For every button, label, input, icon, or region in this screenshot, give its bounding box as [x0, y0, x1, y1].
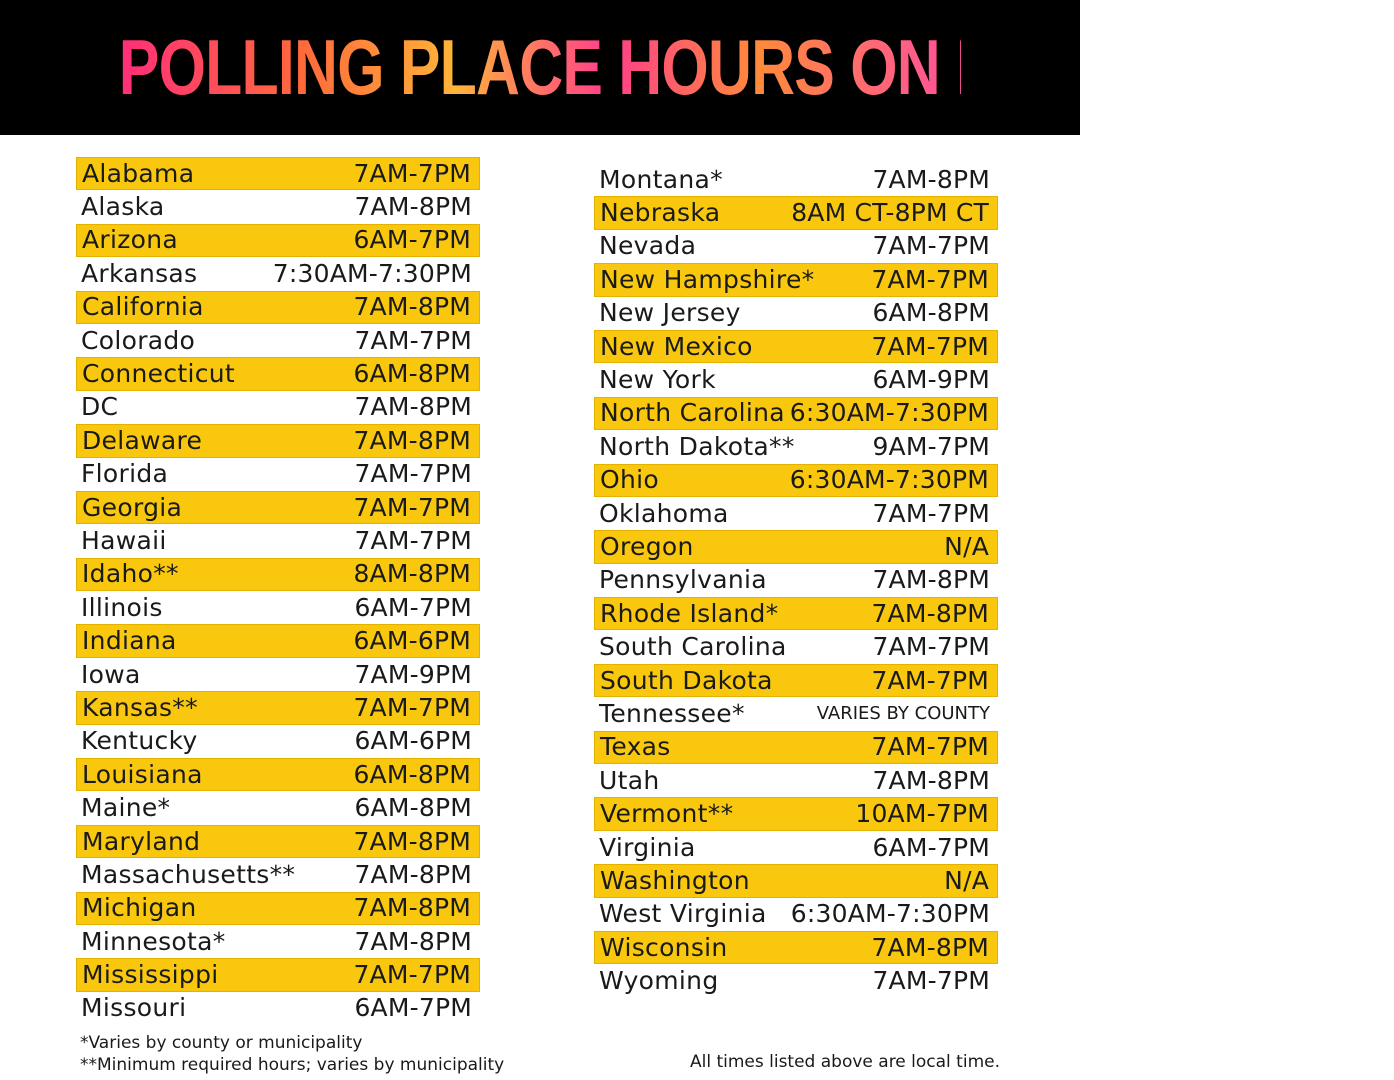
state-name: West Virginia — [599, 899, 767, 929]
state-row — [594, 497, 998, 530]
poll-hours: 7AM-7PM — [871, 331, 989, 361]
state-row — [76, 624, 480, 657]
state-row — [594, 297, 998, 330]
state-name: New Hampshire* — [600, 264, 815, 294]
poll-hours: 7AM-7PM — [871, 732, 989, 762]
poll-hours: 7AM-8PM — [354, 192, 472, 222]
poll-hours: 7:30AM-7:30PM — [272, 258, 472, 288]
poll-hours: 7AM-8PM — [872, 164, 990, 194]
state-name: Nebraska — [600, 198, 721, 228]
poll-hours: 6AM-7PM — [872, 832, 990, 862]
poll-hours: 7AM-7PM — [354, 325, 472, 355]
state-row — [76, 958, 480, 991]
state-row — [76, 357, 480, 390]
poll-hours: 6AM-8PM — [353, 759, 471, 789]
state-row — [76, 691, 480, 724]
poll-hours: 8AM-8PM — [353, 559, 471, 589]
footnote-single-asterisk: *Varies by county or municipality — [80, 1033, 363, 1053]
state-row — [594, 964, 998, 997]
poll-hours: 7AM-8PM — [354, 926, 472, 956]
state-row — [76, 458, 480, 491]
state-name: Alaska — [81, 192, 165, 222]
state-row — [594, 397, 998, 430]
state-row — [76, 424, 480, 457]
header-banner — [0, 0, 1394, 135]
poll-hours: 8AM CT-8PM CT — [791, 198, 989, 228]
state-row — [594, 564, 998, 597]
state-row — [594, 931, 998, 964]
state-row — [594, 731, 998, 764]
poll-hours: 7AM-8PM — [353, 425, 471, 455]
states-column-right — [594, 163, 998, 998]
state-name: Arkansas — [81, 258, 198, 288]
state-name: Massachusetts** — [81, 859, 296, 889]
poll-hours: 6AM-7PM — [353, 225, 471, 255]
poll-hours: 7AM-7PM — [871, 665, 989, 695]
state-row — [76, 157, 480, 190]
poll-hours: 7AM-8PM — [872, 765, 990, 795]
poll-hours: 7AM-8PM — [872, 565, 990, 595]
state-name: Ohio — [600, 465, 659, 495]
state-row — [594, 831, 998, 864]
state-name: North Carolina — [600, 398, 785, 428]
poll-hours: 7AM-7PM — [871, 264, 989, 294]
poll-hours: 7AM-7PM — [872, 231, 990, 261]
state-name: Idaho** — [82, 559, 179, 589]
page-title: POLLING PLACE HOURS ON ELECTION DAY — [118, 23, 1394, 111]
poll-hours: 7AM-8PM — [353, 826, 471, 856]
state-row — [594, 864, 998, 897]
poll-hours: 7AM-7PM — [872, 966, 990, 996]
state-name: Connecticut — [82, 359, 236, 389]
state-name: Minnesota* — [81, 926, 226, 956]
state-row — [76, 725, 480, 758]
state-row — [594, 263, 998, 296]
state-row — [76, 524, 480, 557]
state-name: Oklahoma — [599, 498, 729, 528]
poll-hours: 6AM-8PM — [872, 298, 990, 328]
state-row — [76, 257, 480, 290]
poll-hours: 7AM-8PM — [871, 932, 989, 962]
poll-hours: 7AM-7PM — [353, 492, 471, 522]
state-name: New Mexico — [600, 331, 753, 361]
state-row — [594, 330, 998, 363]
state-name: Oregon — [600, 531, 694, 561]
state-row — [76, 190, 480, 223]
poll-hours: N/A — [944, 865, 989, 895]
state-name: Hawaii — [81, 525, 167, 555]
state-name: Iowa — [81, 659, 141, 689]
local-time-note: All times listed above are local time. — [689, 1052, 1000, 1072]
state-row — [76, 491, 480, 524]
state-row — [76, 658, 480, 691]
poll-hours: 6:30AM-7:30PM — [789, 398, 989, 428]
states-column-left — [76, 157, 480, 1025]
poll-hours: 7AM-7PM — [872, 632, 990, 662]
state-name: Montana* — [599, 164, 723, 194]
state-row — [76, 391, 480, 424]
state-name: California — [82, 292, 204, 322]
state-name: Wisconsin — [600, 932, 728, 962]
state-row — [594, 363, 998, 396]
state-row — [76, 825, 480, 858]
footnote-double-asterisk: **Minimum required hours; varies by municipality — [80, 1055, 505, 1075]
state-name: Arizona — [82, 225, 179, 255]
state-name: Wyoming — [599, 966, 719, 996]
state-row — [594, 630, 998, 663]
state-row — [594, 898, 998, 931]
state-row — [594, 430, 998, 463]
poll-hours: VARIES BY COUNTY — [816, 702, 990, 724]
poll-hours: 6AM-6PM — [353, 626, 471, 656]
state-row — [594, 530, 998, 563]
state-row — [594, 797, 998, 830]
state-name: Utah — [599, 765, 660, 795]
state-name: Tennessee* — [599, 698, 745, 728]
state-name: Missouri — [81, 993, 187, 1023]
poll-hours: 6AM-6PM — [354, 726, 472, 756]
poll-hours: 7AM-9PM — [354, 659, 472, 689]
state-row — [594, 764, 998, 797]
poll-hours: 7AM-8PM — [871, 598, 989, 628]
poll-hours: 7AM-7PM — [353, 960, 471, 990]
state-name: Washington — [600, 865, 750, 895]
state-row — [76, 558, 480, 591]
state-name: Mississippi — [82, 960, 219, 990]
footnotes — [80, 1032, 504, 1076]
state-row — [594, 464, 998, 497]
state-name: Nevada — [599, 231, 697, 261]
state-name: Maryland — [82, 826, 201, 856]
state-row — [76, 758, 480, 791]
state-name: Louisiana — [82, 759, 203, 789]
state-name: Kentucky — [81, 726, 198, 756]
poll-hours: 7AM-8PM — [354, 859, 472, 889]
poll-hours: 7AM-7PM — [354, 525, 472, 555]
state-name: Pennsylvania — [599, 565, 767, 595]
state-name: Indiana — [82, 626, 177, 656]
state-name: Illinois — [81, 592, 163, 622]
state-name: Georgia — [82, 492, 183, 522]
poll-hours: 6:30AM-7:30PM — [790, 899, 990, 929]
state-name: New York — [599, 365, 716, 395]
poll-hours: 7AM-8PM — [354, 392, 472, 422]
poll-hours: 7AM-8PM — [353, 292, 471, 322]
state-name: South Dakota — [600, 665, 773, 695]
state-row — [76, 992, 480, 1025]
state-name: Florida — [81, 459, 169, 489]
state-row — [76, 291, 480, 324]
poll-hours: 6AM-7PM — [354, 993, 472, 1023]
poll-hours: 6AM-8PM — [354, 793, 472, 823]
poll-hours: 6AM-8PM — [353, 359, 471, 389]
state-row — [594, 163, 998, 196]
state-name: Maine* — [81, 793, 171, 823]
state-name: Alabama — [82, 158, 195, 188]
state-name: Virginia — [599, 832, 696, 862]
poll-hours: 6:30AM-7:30PM — [789, 465, 989, 495]
state-name: North Dakota** — [599, 431, 795, 461]
state-name: Rhode Island* — [600, 598, 779, 628]
state-row — [76, 925, 480, 958]
state-name: Vermont** — [600, 799, 734, 829]
state-name: Colorado — [81, 325, 196, 355]
state-name: Michigan — [82, 893, 197, 923]
state-row — [76, 858, 480, 891]
state-row — [594, 196, 998, 229]
state-row — [594, 597, 998, 630]
poll-hours: N/A — [944, 531, 989, 561]
poll-hours: 6AM-9PM — [872, 365, 990, 395]
state-name: South Carolina — [599, 632, 787, 662]
state-row — [594, 664, 998, 697]
state-name: Delaware — [82, 425, 203, 455]
poll-hours: 7AM-7PM — [353, 158, 471, 188]
state-name: Kansas** — [82, 692, 198, 722]
state-row — [76, 791, 480, 824]
state-row — [76, 591, 480, 624]
state-row — [594, 230, 998, 263]
poll-hours: 7AM-8PM — [353, 893, 471, 923]
poll-hours: 6AM-7PM — [354, 592, 472, 622]
state-row — [76, 892, 480, 925]
state-row — [594, 697, 998, 730]
state-name: New Jersey — [599, 298, 741, 328]
poll-hours: 7AM-7PM — [872, 498, 990, 528]
poll-hours: 7AM-7PM — [354, 459, 472, 489]
poll-hours: 10AM-7PM — [855, 799, 989, 829]
state-row — [76, 224, 480, 257]
state-name: DC — [81, 392, 119, 422]
poll-hours: 9AM-7PM — [872, 431, 990, 461]
state-row — [76, 324, 480, 357]
state-name: Texas — [600, 732, 671, 762]
poll-hours: 7AM-7PM — [353, 692, 471, 722]
